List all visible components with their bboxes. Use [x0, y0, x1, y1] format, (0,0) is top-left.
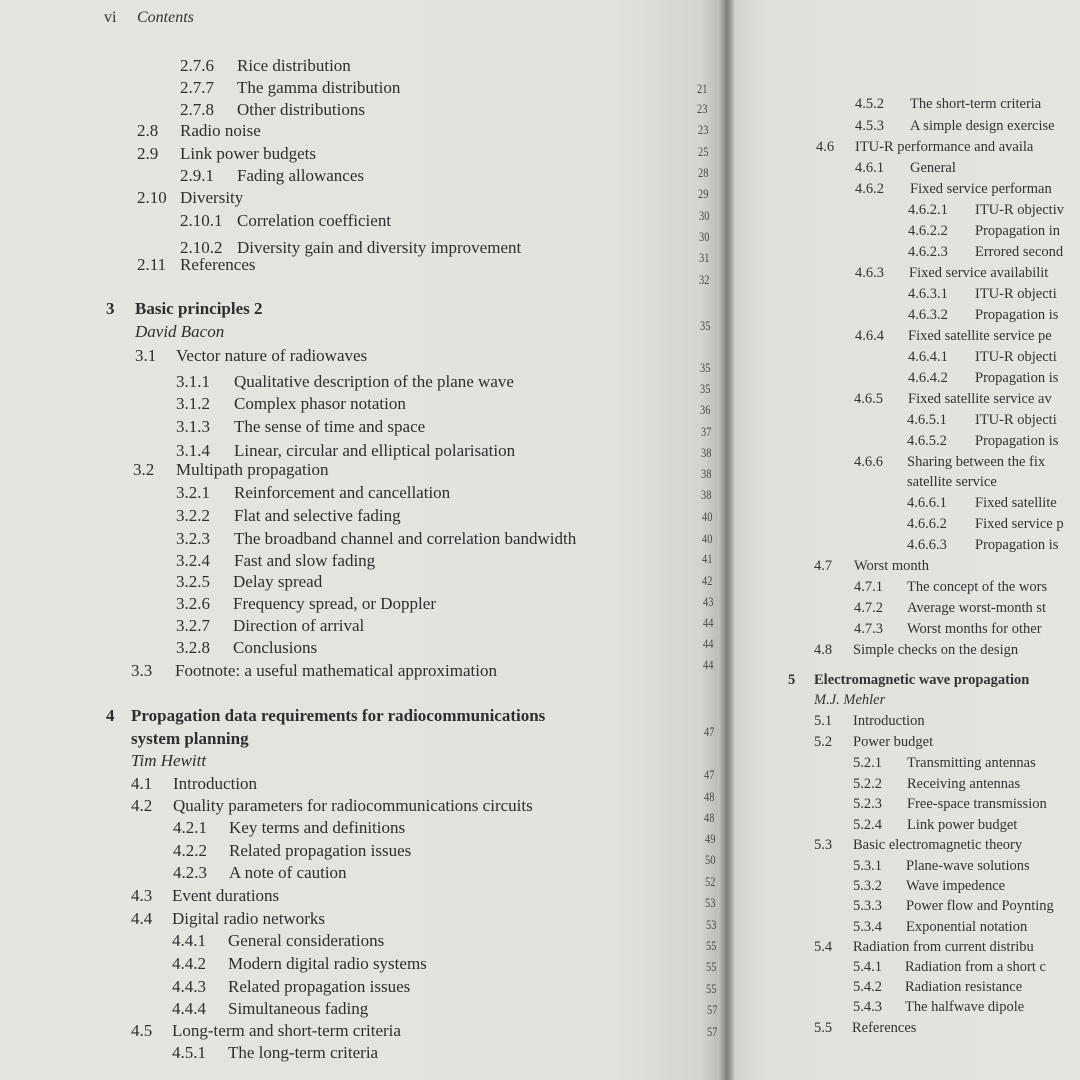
entry-number: 4.6.4	[855, 328, 884, 344]
page-number: 23	[697, 101, 708, 116]
entry-title: ITU-R objecti	[975, 412, 1057, 428]
entry-number: 4.6.3.2	[908, 307, 948, 323]
entry-title: The long-term criteria	[228, 1043, 379, 1062]
entry-number: 4.6.6.1	[907, 495, 947, 511]
entry-number: 3.2.5	[176, 572, 210, 591]
entry-title: Flat and selective fading	[234, 506, 401, 525]
entry-number: 4.6.5.1	[907, 412, 947, 428]
entry-title: Related propagation issues	[228, 977, 411, 996]
entry-number: 5.5	[814, 1020, 833, 1036]
entry-number: 4.6.3	[855, 265, 884, 281]
entry-number: 4.5.2	[855, 96, 884, 112]
page-number: 52	[705, 874, 716, 889]
entry-number: 4.6	[816, 139, 835, 155]
page-number: 44	[703, 657, 714, 672]
page-number: 35	[700, 381, 711, 396]
entry-number: 5.4.2	[853, 979, 882, 995]
entry-title: The short-term criteria	[910, 96, 1042, 112]
entry-number: 4.1	[131, 774, 153, 793]
entry-title: ITU-R performance and availa	[855, 139, 1034, 155]
entry-number: 4.5	[131, 1021, 153, 1040]
right-page	[734, 0, 1080, 1080]
entry-title: A note of caution	[229, 863, 347, 882]
entry-number: 5.2	[814, 734, 833, 750]
entry-title: Introduction	[853, 713, 925, 729]
entry-number: 5	[788, 672, 796, 688]
page-number: 47	[703, 724, 714, 739]
entry-title: Multipath propagation	[176, 460, 329, 479]
entry-number: 3.2.8	[176, 638, 210, 657]
entry-title: Fixed service availabilit	[909, 265, 1049, 281]
entry-title: Radio noise	[180, 121, 261, 140]
entry-number: 4.3	[131, 886, 153, 905]
entry-title: Frequency spread, or Doppler	[233, 594, 436, 613]
entry-title: The concept of the wors	[907, 579, 1048, 595]
entry-number: 2.11	[137, 255, 167, 274]
entry-title: Propagation is	[975, 370, 1059, 386]
entry-number: 2.7.8	[180, 100, 214, 119]
entry-title: Fast and slow fading	[234, 551, 376, 570]
entry-title: Link power budgets	[180, 144, 316, 163]
page-number: 32	[699, 272, 710, 287]
entry-title: References	[852, 1020, 917, 1036]
page-number: 35	[699, 360, 711, 375]
page-number: 38	[701, 466, 712, 481]
chapter-title: Basic principles 2	[135, 299, 263, 318]
chapter-title: Electromagnetic wave propagation	[814, 672, 1030, 688]
entry-number: 2.9.1	[180, 166, 214, 185]
entry-number: 4.6.2	[855, 181, 884, 197]
entry-title: Fading allowances	[237, 166, 364, 185]
entry-title: Errored second	[975, 244, 1064, 260]
page-number: 55	[705, 938, 717, 953]
page-number: 48	[704, 789, 715, 804]
entry-number: 4.7.1	[854, 579, 883, 595]
entry-title: Fixed service performan	[910, 181, 1052, 197]
entry-number: 4.6.3.1	[908, 286, 948, 302]
entry-number: 3.1.2	[176, 394, 210, 413]
entry-title: Transmitting antennas	[907, 755, 1036, 771]
entry-title: General	[910, 160, 956, 176]
entry-number: 3.1.3	[176, 417, 210, 436]
entry-number: 4.4	[131, 909, 153, 928]
entry-number: 4.6.5.2	[907, 433, 947, 449]
entry-title: Fixed satellite	[975, 495, 1057, 511]
entry-number: 4.6.2.2	[908, 223, 948, 239]
entry-number: 5.4.3	[853, 999, 882, 1015]
entry-title: Propagation in	[975, 223, 1060, 239]
entry-number: 3.1.4	[176, 441, 210, 460]
entry-title: The gamma distribution	[237, 78, 401, 97]
entry-title: Fixed satellite service pe	[908, 328, 1052, 344]
entry-title: Modern digital radio systems	[228, 954, 427, 973]
entry-number: 4.4.1	[172, 931, 206, 950]
page-number: 53	[705, 895, 716, 910]
entry-title: Fixed satellite service av	[908, 391, 1052, 407]
entry-title: Link power budget	[907, 817, 1018, 833]
entry-title: The halfwave dipole	[905, 999, 1025, 1015]
entry-number: 5.3	[814, 837, 833, 853]
entry-title: Power flow and Poynting	[906, 898, 1054, 914]
entry-title: Fixed service p	[975, 516, 1064, 532]
entry-number: 2.7.7	[180, 78, 214, 97]
entry-number: 4.7.2	[854, 600, 883, 616]
entry-number: 4.7	[814, 558, 833, 574]
page-number: 44	[702, 615, 714, 630]
entry-number: 2.8	[137, 121, 159, 140]
entry-title: Simultaneous fading	[228, 999, 369, 1018]
entry-number: 4.2.3	[173, 863, 207, 882]
entry-number: 4.4.4	[172, 999, 206, 1018]
entry-number: 4.4.3	[172, 977, 206, 996]
entry-title: Complex phasor notation	[234, 394, 406, 413]
entry-title: Plane-wave solutions	[906, 858, 1030, 874]
entry-title: Footnote: a useful mathematical approximation	[175, 661, 497, 680]
page-number: 55	[706, 981, 717, 996]
entry-number: 5.2.2	[853, 776, 882, 792]
page-number: 55	[706, 959, 717, 974]
entry-title: Direction of arrival	[233, 616, 365, 635]
entry-title: Quality parameters for radiocommunications circuits	[173, 796, 533, 815]
entry-number: 3.2.3	[176, 529, 210, 548]
entry-title: Digital radio networks	[172, 909, 325, 928]
entry-number: 3	[106, 299, 115, 318]
book-gutter	[718, 0, 734, 1080]
entry-number: 4.4.2	[172, 954, 206, 973]
entry-title: Diversity gain and diversity improvement	[237, 238, 522, 257]
entry-title: Radiation from a short c	[905, 959, 1046, 975]
page-number: 29	[698, 186, 709, 201]
entry-title: Radiation resistance	[905, 979, 1023, 995]
author-name: M.J. Mehler	[814, 692, 886, 708]
entry-number: 5.4.1	[853, 959, 882, 975]
page-number: 28	[698, 165, 709, 180]
page-number: 23	[697, 122, 708, 137]
entry-number: 5.2.3	[853, 796, 882, 812]
page-number: 31	[699, 250, 710, 265]
page-number: 44	[703, 636, 714, 651]
entry-number: 4.8	[814, 642, 833, 658]
entry-title: Simple checks on the design	[853, 642, 1019, 658]
page-number: 48	[704, 810, 715, 825]
page-number: 36	[700, 402, 711, 417]
page-number: 57	[706, 1002, 717, 1017]
entry-number: 3.1	[135, 346, 157, 365]
entry-number: 3.3	[131, 661, 153, 680]
entry-number: 4.7.3	[854, 621, 883, 637]
page-number: 25	[697, 144, 709, 159]
entry-title: ITU-R objectiv	[975, 202, 1064, 218]
entry-number: 2.7.6	[180, 56, 214, 75]
entry-title: Average worst-month st	[907, 600, 1047, 616]
page-number: 50	[704, 852, 716, 867]
entry-number: 2.10.2	[180, 238, 223, 257]
entry-title: Receiving antennas	[907, 776, 1021, 792]
entry-number: 3.2.1	[176, 483, 210, 502]
entry-title: Other distributions	[237, 100, 365, 119]
entry-number: 4.2	[131, 796, 153, 815]
entry-number: 5.3.4	[853, 919, 882, 935]
entry-title: Propagation is	[975, 433, 1059, 449]
entry-number: 3.1.1	[176, 372, 210, 391]
entry-number: 4.2.2	[173, 841, 207, 860]
chapter-title: Propagation data requirements for radiocommunications	[131, 706, 546, 725]
entry-number: 2.10	[137, 188, 167, 207]
entry-title: Free-space transmission	[907, 796, 1047, 812]
entry-title: Exponential notation	[906, 919, 1028, 935]
page-number: 30	[698, 229, 710, 244]
entry-title: Propagation is	[975, 307, 1059, 323]
entry-title: Related propagation issues	[229, 841, 412, 860]
entry-number: 4.6.6	[854, 454, 883, 470]
entry-title: Linear, circular and elliptical polarisation	[234, 441, 516, 460]
entry-number: 4.6.4.2	[908, 370, 948, 386]
entry-number: 5.2.4	[853, 817, 882, 833]
page-number: 40	[701, 531, 713, 546]
entry-title: Reinforcement and cancellation	[234, 483, 451, 502]
entry-title: Conclusions	[233, 638, 318, 657]
entry-title: Worst months for other	[907, 621, 1042, 637]
entry-title: Rice distribution	[237, 56, 351, 75]
entry-title: Power budget	[853, 734, 934, 750]
entry-title: Wave impedence	[906, 878, 1006, 894]
entry-title: Delay spread	[233, 572, 323, 591]
entry-number: 5.3.2	[853, 878, 882, 894]
entry-number: 4.6.6.2	[907, 516, 947, 532]
entry-title: Key terms and definitions	[229, 818, 406, 837]
entry-title: Diversity	[180, 188, 244, 207]
entry-number: 3.2.7	[176, 616, 210, 635]
entry-number: 5.1	[814, 713, 833, 729]
entry-title: Sharing between the fix	[907, 454, 1046, 470]
entry-title: Correlation coefficient	[237, 211, 392, 230]
entry-number: 5.4	[814, 939, 833, 955]
entry-number: 4.6.2.3	[908, 244, 948, 260]
page-number: 41	[702, 551, 713, 566]
entry-title: A simple design exercise	[910, 118, 1055, 134]
entry-title: ITU-R objecti	[975, 349, 1057, 365]
entry-number: 4.5.3	[855, 118, 884, 134]
page-number-header: vi	[104, 9, 117, 26]
entry-number: 4.5.1	[172, 1043, 206, 1062]
page-number: 38	[700, 445, 712, 460]
entry-number: 3.2.6	[176, 594, 210, 613]
entry-number: 4.6.4.1	[908, 349, 948, 365]
entry-number: 2.10.1	[180, 211, 223, 230]
entry-title: The sense of time and space	[234, 417, 426, 436]
entry-title: Introduction	[173, 774, 258, 793]
entry-number: 4	[106, 706, 115, 725]
entry-title: Qualitative description of the plane wave	[234, 372, 514, 391]
page-number: 47	[703, 767, 715, 782]
page-number: 42	[702, 573, 713, 588]
page-number: 43	[702, 594, 713, 609]
entry-number: 4.6.2.1	[908, 202, 948, 218]
page-number: 53	[705, 917, 716, 932]
author-name: David Bacon	[135, 322, 225, 341]
entry-title: Radiation from current distribu	[853, 939, 1034, 955]
page-number: 21	[697, 81, 708, 96]
entry-title: Vector nature of radiowaves	[176, 346, 368, 365]
entry-title: Event durations	[172, 886, 280, 905]
entry-number: 4.6.1	[855, 160, 884, 176]
entry-title: References	[180, 255, 256, 274]
page-number: 49	[704, 831, 715, 846]
entry-number: 5.3.3	[853, 898, 882, 914]
page-number: 37	[700, 424, 711, 439]
entry-title: Worst month	[854, 558, 929, 574]
entry-title: General considerations	[228, 931, 385, 950]
entry-title: The broadband channel and correlation bandwidth	[234, 529, 577, 548]
entry-title: ITU-R objecti	[975, 286, 1057, 302]
running-title: Contents	[137, 9, 194, 26]
chapter-title: system planning	[131, 729, 249, 748]
entry-number: 4.6.5	[854, 391, 883, 407]
entry-title: satellite service	[907, 474, 997, 490]
page-number: 40	[701, 509, 712, 524]
entry-number: 3.2.4	[176, 551, 210, 570]
entry-title: Basic electromagnetic theory	[853, 837, 1023, 853]
entry-number: 4.2.1	[173, 818, 207, 837]
page-number: 57	[706, 1024, 718, 1039]
entry-number: 5.2.1	[853, 755, 882, 771]
entry-number: 5.3.1	[853, 858, 882, 874]
entry-number: 3.2	[133, 460, 155, 479]
entry-number: 3.2.2	[176, 506, 210, 525]
page-number: 35	[699, 318, 710, 333]
author-name: Tim Hewitt	[131, 751, 207, 770]
page-number: 38	[701, 487, 712, 502]
entry-number: 4.6.6.3	[907, 537, 947, 553]
entry-title: Long-term and short-term criteria	[172, 1021, 401, 1040]
page-number: 30	[698, 208, 709, 223]
entry-title: Propagation is	[975, 537, 1059, 553]
entry-number: 2.9	[137, 144, 159, 163]
